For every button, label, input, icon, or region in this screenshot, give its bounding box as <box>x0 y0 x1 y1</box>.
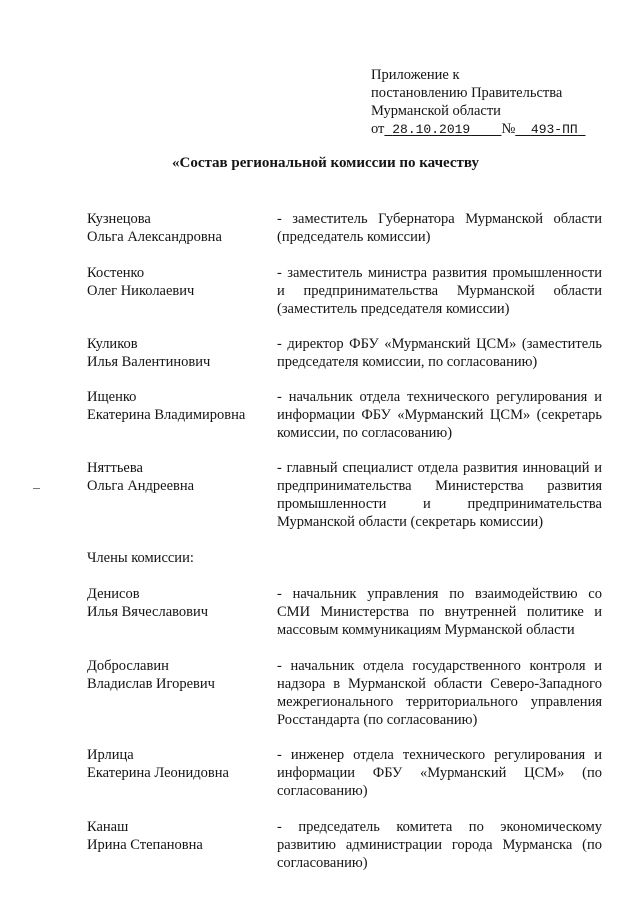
member-surname: Ирлица <box>87 747 134 763</box>
member-row <box>87 818 602 872</box>
member-surname: Ищенко <box>87 389 137 405</box>
member-name <box>87 585 277 639</box>
resolution-number: 493-ПП <box>530 122 578 137</box>
member-role: - главный специалист отдела развития инноваций и предпринимательства Министерства развития промышленности и предпринимательства Мурманской области (секретарь комиссии) <box>277 460 602 530</box>
member-given-names: Владислав Игоревич <box>87 676 215 692</box>
member-row <box>87 388 602 442</box>
member-role: - заместитель министра развития промышленности и предпринимательства Мурманской области (заместитель председателя комиссии) <box>277 265 602 317</box>
number-sign: № <box>501 121 516 137</box>
member-row <box>87 746 602 800</box>
member-row <box>87 210 602 246</box>
appendix-date-line <box>371 120 586 139</box>
member-surname: Денисов <box>87 586 140 602</box>
appendix-line-1: Приложение к <box>371 67 460 83</box>
member-given-names: Екатерина Владимировна <box>87 407 246 423</box>
date-prefix: от <box>371 121 385 137</box>
member-row <box>87 459 602 531</box>
member-surname: Канаш <box>87 819 129 835</box>
scan-artifact <box>33 488 40 489</box>
member-given-names: Ирина Степановна <box>87 837 203 853</box>
member-role: - заместитель Губернатора Мурманской области (председатель комиссии) <box>277 211 602 245</box>
member-row <box>87 264 602 318</box>
member-given-names: Илья Валентинович <box>87 354 211 370</box>
member-name <box>87 818 277 872</box>
member-name <box>87 264 277 318</box>
member-row <box>87 657 602 729</box>
member-surname: Няттьева <box>87 460 143 476</box>
member-surname: Куликов <box>87 336 138 352</box>
appendix-header <box>371 66 586 139</box>
member-surname: Кузнецова <box>87 211 151 227</box>
members-list <box>87 585 602 872</box>
member-role: - председатель комитета по экономическому развитию администрации города Мурманска (по согласованию) <box>277 819 602 871</box>
member-name <box>87 388 277 442</box>
leadership-list <box>87 210 602 531</box>
member-row <box>87 335 602 371</box>
member-given-names: Ольга Александровна <box>87 229 222 245</box>
member-given-names: Екатерина Леонидовна <box>87 765 229 781</box>
member-name <box>87 210 277 246</box>
member-row <box>87 585 602 639</box>
member-given-names: Олег Николаевич <box>87 283 195 299</box>
member-surname: Костенко <box>87 265 145 281</box>
member-given-names: Илья Вячеславович <box>87 604 209 620</box>
member-name <box>87 335 277 371</box>
commission-roster <box>87 210 602 890</box>
resolution-date: 28.10.2019 <box>392 122 471 137</box>
member-role: - инженер отдела технического регулирования и информации ФБУ «Мурманский ЦСМ» (по согласованию) <box>277 747 602 799</box>
member-role: - начальник управления по взаимодействию со СМИ Министерства по внутренней политике и массовым коммуникациям Мурманской области <box>277 586 602 638</box>
member-name <box>87 459 277 531</box>
member-role: - начальник отдела технического регулирования и информации ФБУ «Мурманский ЦСМ» (секретарь комиссии, по согласованию) <box>277 389 602 441</box>
member-surname: Доброславин <box>87 658 169 674</box>
member-role: - начальник отдела государственного контроля и надзора в Мурманской области Северо-Западного межрегионального территориального управления Росстандарта (по согласованию) <box>277 658 602 728</box>
appendix-line-2: постановлению Правительства <box>371 85 563 101</box>
member-name <box>87 657 277 729</box>
member-name <box>87 746 277 800</box>
member-role: - директор ФБУ «Мурманский ЦСМ» (заместитель председателя комиссии, по согласованию) <box>277 336 602 370</box>
appendix-line-3: Мурманской области <box>371 103 501 119</box>
members-heading: Члены комиссии: <box>87 550 194 566</box>
member-given-names: Ольга Андреевна <box>87 478 195 494</box>
document-title: «Состав региональной комиссии по качеству <box>172 155 479 171</box>
